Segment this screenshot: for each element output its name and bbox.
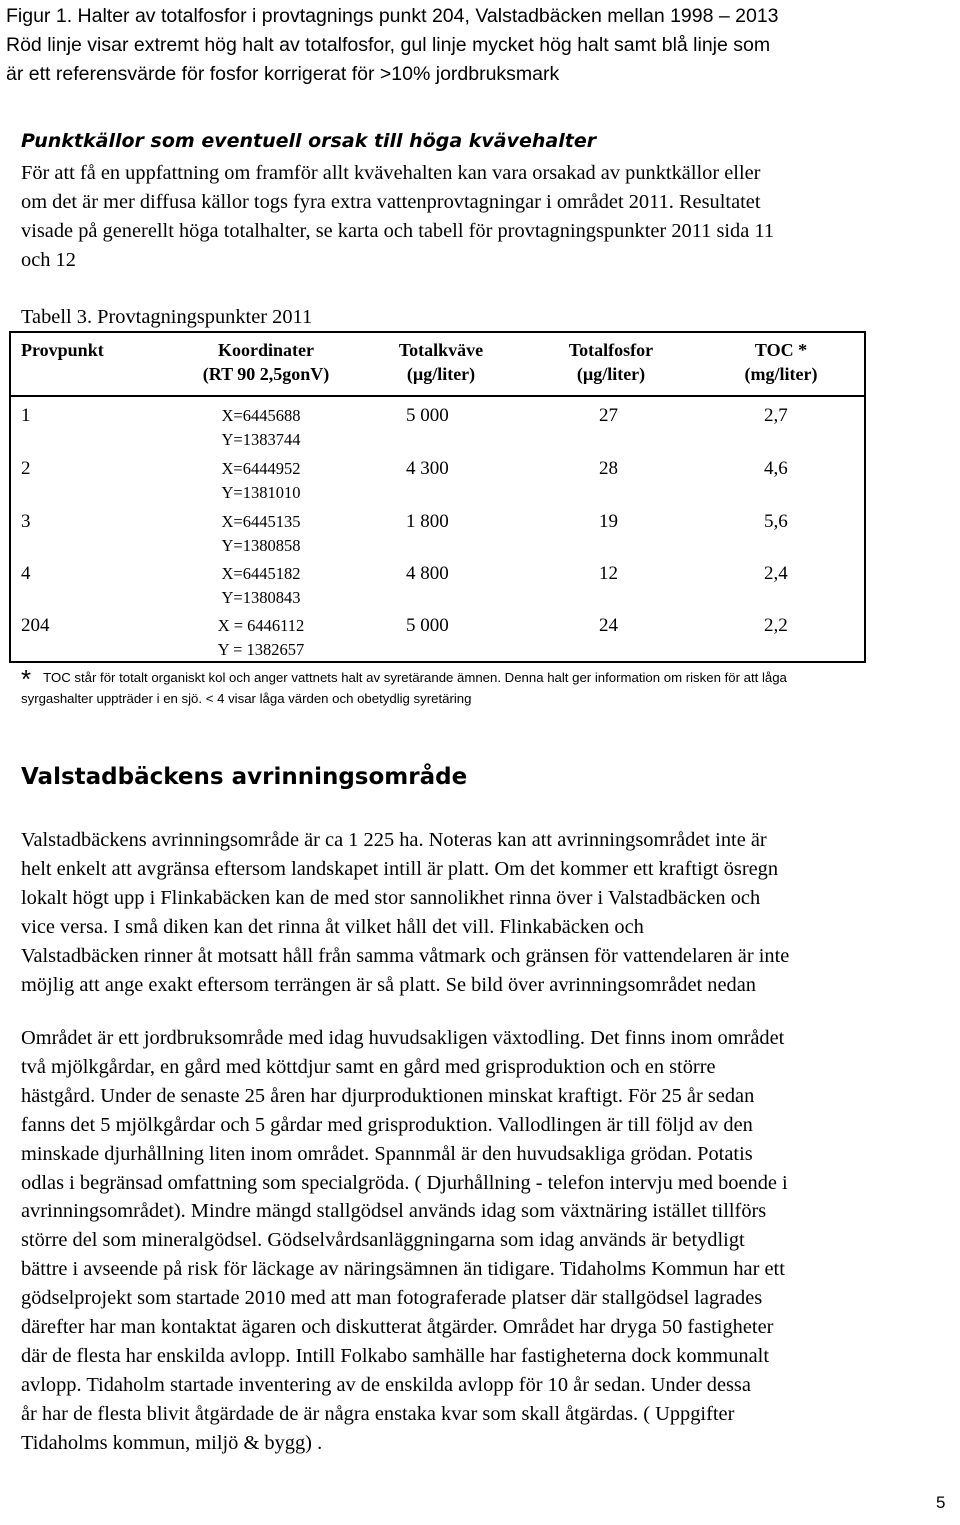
cell-provpunkt: 1	[21, 405, 31, 426]
paragraph-avrinningsomrade	[21, 826, 960, 999]
cell-totalfosfor: 12	[599, 563, 618, 584]
footnote-line	[21, 664, 951, 694]
cell-provpunkt: 4	[21, 563, 31, 584]
table-title: Tabell 3. Provtagningspunkter 2011	[21, 306, 313, 328]
cell-x-coordinate: X = 6446112	[217, 616, 305, 635]
header-text: (mg/liter)	[744, 364, 818, 384]
section-heading-avrinningsomrade: Valstadbäckens avrinningsområde	[21, 764, 468, 790]
text-line: Tidaholms kommun, miljö & bygg) .	[21, 1431, 323, 1454]
text-line: helt enkelt att avgränsa eftersom landskapet intill är platt. Om det kommer ett kraftigt ösregn	[21, 857, 779, 880]
text-line: avlopp. Tidaholm startade inventering av de enskilda avlopp för 10 år sedan. Under dessa	[21, 1373, 751, 1396]
cell-totalfosfor: 19	[599, 511, 618, 532]
header-totalkvave	[371, 338, 511, 386]
text-line: För att få en uppfattning om framför allt kvävehalten kan vara orsakad av punktkällor eller	[21, 162, 761, 184]
cell-totalfosfor: 24	[599, 615, 618, 636]
cell-y-coordinate: Y=1381010	[221, 483, 301, 502]
text-line: Valstadbäckens avrinningsområde är ca 1 225 ha. Noteras kan att avrinningsområdet inte är	[21, 829, 767, 851]
footnote-asterisk: *	[21, 664, 32, 694]
text-line: odlas i begränsad omfattning som specialgröda. ( Djurhållning - telefon intervju med boende i	[21, 1171, 788, 1194]
header-toc	[711, 338, 851, 386]
text-line: och 12	[21, 248, 76, 271]
cell-toc: 2,7	[764, 405, 788, 426]
table-header-divider	[11, 395, 864, 397]
cell-totalkvave: 4 300	[406, 458, 449, 479]
header-text: (µg/liter)	[406, 364, 476, 384]
text-line: visade på generellt höga totalhalter, se karta och tabell för provtagningspunkter 2011 sida 11	[21, 219, 775, 242]
footnote-text: TOC står för totalt organiskt kol och anger vattnets halt av syretärande ämnen. Denna halt ger information om risken för att låga	[43, 670, 787, 685]
cell-totalkvave: 5 000	[406, 615, 449, 636]
cell-y-coordinate: Y=1383744	[221, 430, 301, 449]
header-text: Totalkväve	[398, 340, 484, 360]
cell-y-coordinate: Y=1380843	[221, 588, 301, 607]
text-line: Valstadbäcken rinner åt motsatt håll från samma våtmark och gränsen för vattendelaren är inte	[21, 944, 790, 967]
cell-totalfosfor: 27	[599, 405, 618, 426]
header-text: TOC *	[754, 340, 808, 360]
sampling-table	[9, 331, 866, 663]
header-provpunkt	[21, 338, 104, 362]
text-line: Området är ett jordbruksområde med idag huvudsakligen växtodling. Det finns inom området	[21, 1027, 785, 1049]
paragraph-punktkallor	[21, 159, 960, 275]
header-text: Totalfosfor	[568, 340, 654, 360]
text-line: vice versa. I små diken kan det rinna åt vilket håll det vill. Flinkabäcken och	[21, 915, 644, 938]
caption-line: är ett referensvärde för fosfor korrigerat för >10% jordbruksmark	[6, 63, 560, 85]
text-line: där de flesta har enskilda avlopp. Intill Folkabo samhälle har fastigheterna dock kommunalt	[21, 1344, 770, 1367]
text-line: gödselprojekt som startade 2010 med att man fotograferade platser där stallgödsel lagrades	[21, 1287, 763, 1310]
header-text: (µg/liter)	[576, 364, 646, 384]
cell-x-coordinate: X=6445182	[221, 564, 301, 583]
cell-toc: 4,6	[764, 458, 788, 479]
text-line: större del som mineralgödsel. Gödselvårdsanläggningarna som idag används är betydligt	[21, 1229, 745, 1252]
text-line: år har de flesta blivit åtgärdade de är några enstaka kvar som skall åtgärdas. ( Uppgifter	[21, 1402, 735, 1425]
header-text: Provpunkt	[21, 340, 104, 360]
figure-caption	[6, 2, 956, 89]
page-number: 5	[936, 1493, 946, 1512]
text-line: fanns det 5 mjölkgårdar och 5 gårdar med grisproduktion. Vallodlingen är till följd av den	[21, 1113, 753, 1136]
paragraph-jordbruksomrade	[21, 1024, 960, 1458]
cell-totalkvave: 1 800	[406, 511, 449, 532]
cell-totalkvave: 5 000	[406, 405, 449, 426]
header-totalfosfor	[541, 338, 681, 386]
header-koordinater	[181, 338, 351, 386]
cell-toc: 5,6	[764, 511, 788, 532]
header-text: Koordinater	[218, 340, 314, 360]
cell-toc: 2,2	[764, 615, 788, 636]
cell-totalkvave: 4 800	[406, 563, 449, 584]
table-footnote	[21, 664, 951, 708]
cell-x-coordinate: X=6445688	[221, 406, 301, 425]
footnote-line: syrgashalter uppträder i en sjö. < 4 visar låga värden och obetydlig syretäring	[21, 691, 472, 706]
cell-y-coordinate: Y = 1382657	[217, 640, 305, 659]
caption-line: Röd linje visar extremt hög halt av totalfosfor, gul linje mycket hög halt samt blå linje som	[6, 34, 771, 56]
text-line: möjlig att ange exakt eftersom terrängen är så platt. Se bild över avrinningsområdet nedan	[21, 973, 756, 996]
cell-provpunkt: 2	[21, 458, 31, 479]
text-line: därefter har man kontaktat ägaren och diskutterat åtgärder. Området har dryga 50 fastigheter	[21, 1316, 774, 1339]
text-line: två mjölkgårdar, en gård med köttdjur samt en gård med grisproduktion och en större	[21, 1055, 716, 1078]
cell-toc: 2,4	[764, 563, 788, 584]
text-line: minskade djurhållning liten inom området. Spannmål är den huvudsakliga grödan. Potatis	[21, 1142, 753, 1165]
section-heading-punktkallor: Punktkällor som eventuell orsak till höga kvävehalter	[21, 130, 597, 152]
cell-x-coordinate: X=6445135	[221, 512, 301, 531]
cell-y-coordinate: Y=1380858	[221, 536, 301, 555]
cell-provpunkt: 204	[21, 615, 50, 636]
header-text: (RT 90 2,5gonV)	[202, 364, 330, 384]
cell-provpunkt: 3	[21, 511, 31, 532]
text-line: lokalt högt upp i Flinkabäcken kan de med stor sannolikhet rinna över i Valstadbäcken och	[21, 886, 761, 909]
cell-x-coordinate: X=6444952	[221, 459, 301, 478]
text-line: avrinningsområdet). Mindre mängd stallgödsel används idag som växtnäring istället tillförs	[21, 1200, 767, 1223]
text-line: om det är mer diffusa källor togs fyra extra vattenprovtagningar i området 2011. Resultatet	[21, 190, 761, 213]
text-line: hästgård. Under de senaste 25 åren har djurproduktionen minskat kraftigt. För 25 år sedan	[21, 1084, 755, 1107]
text-line: bättre i avseende på risk för läckage av näringsämnen än tidigare. Tidaholms Kommun har ett	[21, 1258, 785, 1281]
caption-line: Figur 1. Halter av totalfosfor i provtagnings punkt 204, Valstadbäcken mellan 1998 – 2013	[6, 5, 779, 27]
cell-totalfosfor: 28	[599, 458, 618, 479]
